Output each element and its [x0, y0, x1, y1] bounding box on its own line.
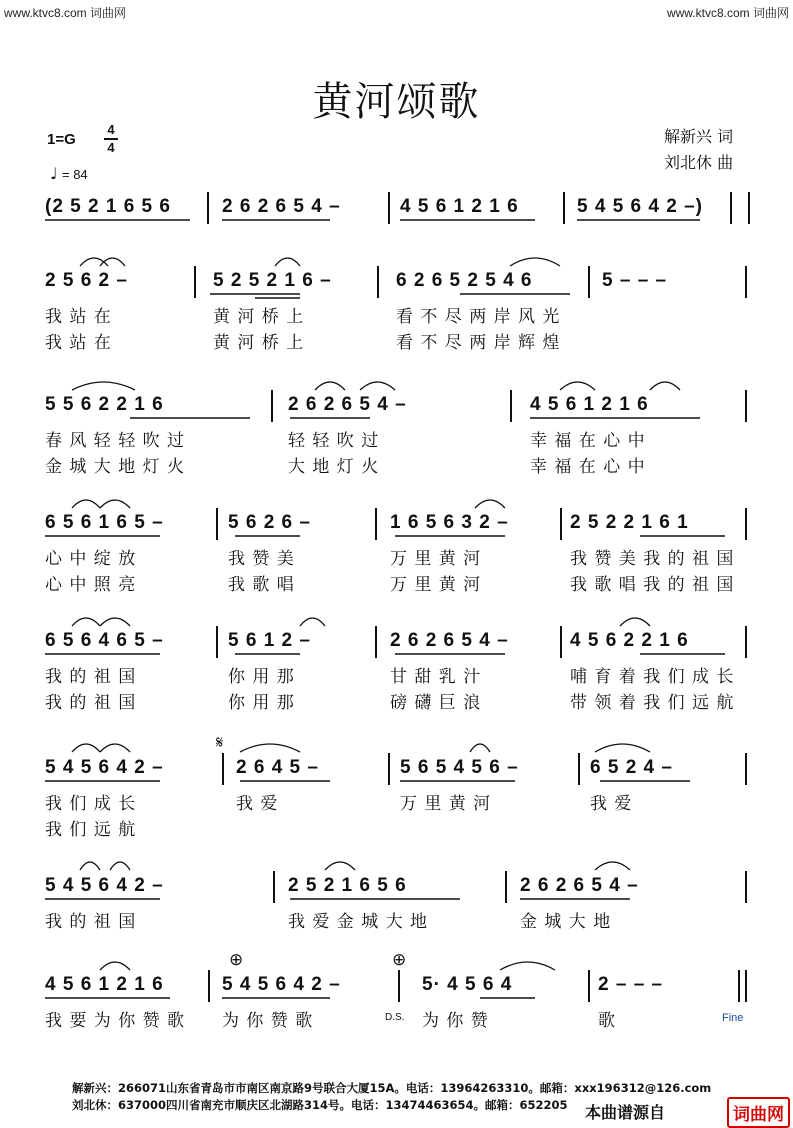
notes-row5-measure2: 5 6 1 2 – [228, 630, 311, 651]
lyrics2-row6-measure1: 我 们 远 航 [45, 820, 137, 840]
lyrics1-row4-measure1: 心 中 绽 放 [45, 549, 137, 569]
site-logo[interactable]: 词曲网 [727, 1097, 790, 1128]
slur-arc [240, 744, 300, 752]
notes-row6-measure4: 6 5 2 4 – [590, 757, 673, 778]
notes-row8-measure2: 5 4 5 6 4 2 – [222, 974, 341, 995]
notes-row6-measure2: 2 6 4 5 – [236, 757, 319, 778]
notes-row6-measure3: 5 6 5 4 5 6 – [400, 757, 519, 778]
lyrics1-row6-measure2: 我 爱 [236, 794, 279, 814]
lyrics1-row8-measure1: 我 要 为 你 赞 歌 [45, 1011, 186, 1031]
lyrics2-row5-measure4: 带 领 着 我 们 远 航 [570, 693, 735, 713]
lyrics2-row5-measure3: 磅 礴 巨 浪 [390, 693, 482, 713]
notes-row6-measure1: 5 4 5 6 4 2 – [45, 757, 164, 778]
lyrics1-row7-measure1: 我 的 祖 国 [45, 912, 137, 932]
lyrics1-row6-measure3: 万 里 黄 河 [400, 794, 492, 814]
slur-arc [72, 618, 100, 626]
slur-arc [110, 862, 130, 870]
slur-arc [300, 618, 325, 626]
notes-row5-measure4: 4 5 6 2 2 1 6 [570, 630, 689, 651]
slur-arc [275, 258, 300, 266]
slur-arc [100, 500, 130, 508]
slur-arc [315, 382, 345, 390]
notes-row4-measure4: 2 5 2 2 1 6 1 [570, 512, 689, 533]
slur-arc [100, 744, 130, 752]
lyrics2-row3-measure2: 大 地 灯 火 [288, 457, 380, 477]
lyrics2-row5-measure2: 你 用 那 [228, 693, 295, 713]
slur-arc [650, 382, 680, 390]
lyrics2-row4-measure2: 我 歌 唱 [228, 575, 295, 595]
slur-arc [360, 382, 395, 390]
tempo-marking: = 84 [62, 167, 88, 182]
lyrics1-row8-measure4: 歌 [598, 1011, 616, 1031]
key-signature: 1=G [47, 131, 76, 148]
slur-arc [510, 258, 560, 266]
notes-row1-measure4: 5 4 5 6 4 2 –) [577, 196, 703, 217]
notes-row4-measure1: 6 5 6 1 6 5 – [45, 512, 164, 533]
lyrics1-row2-measure1: 我 站 在 [45, 307, 112, 327]
lyricist-credit: 解新兴 词 [664, 127, 734, 146]
lyrics1-row2-measure3: 看 不 尽 两 岸 风 光 [396, 307, 561, 327]
notes-row3-measure3: 4 5 6 1 2 1 6 [530, 394, 649, 415]
coda-icon-2: ⊕ [392, 950, 407, 970]
notes-row1-measure3: 4 5 6 1 2 1 6 [400, 196, 519, 217]
notes-row2-measure4: 5 – – – [602, 270, 668, 291]
time-signature-top: 4 [107, 122, 115, 137]
slur-arc [72, 500, 100, 508]
lyrics2-row2-measure1: 我 站 在 [45, 333, 112, 353]
composer-credit: 刘北休 曲 [664, 153, 734, 172]
notes-row8-measure3: 5· 4 5 6 4 [422, 974, 513, 995]
lyrics2-row2-measure3: 看 不 尽 两 岸 辉 煌 [396, 333, 561, 353]
notes-row5-measure1: 6 5 6 4 6 5 – [45, 630, 164, 651]
slur-arc [475, 500, 505, 508]
lyrics1-row5-measure2: 你 用 那 [228, 667, 295, 687]
watermark-left: www.ktvc8.com 词曲网 [4, 6, 127, 20]
lyrics2-row4-measure4: 我 歌 唱 我 的 祖 国 [570, 575, 735, 595]
lyrics1-row4-measure2: 我 赞 美 [228, 549, 295, 569]
slur-arc [100, 962, 130, 970]
source-label: 本曲谱源自 [585, 1103, 666, 1122]
lyrics1-row7-measure3: 金 城 大 地 [520, 912, 612, 932]
lyrics2-row2-measure2: 黄 河 桥 上 [213, 333, 305, 353]
segno-icon: 𝄋 [216, 733, 224, 753]
slur-arc [100, 618, 130, 626]
slur-arc [100, 258, 125, 266]
notes-row2-measure3: 6 2 6 5 2 5 4 6 [396, 270, 533, 291]
slur-arc [500, 962, 555, 970]
lyrics2-row3-measure1: 金 城 大 地 灯 火 [45, 457, 186, 477]
notes-row7-measure3: 2 6 2 6 5 4 – [520, 875, 639, 896]
slur-arc [80, 862, 100, 870]
lyrics1-row8-measure3: 为 你 赞 [422, 1011, 489, 1031]
footer-contact-composer: 刘北休：637000四川省南充市顺庆区北湖路314号。电话：13474463654。邮箱：652205 [72, 1098, 568, 1112]
fine-marking: Fine [722, 1012, 744, 1024]
slur-arc [72, 744, 100, 752]
notes-row4-measure2: 5 6 2 6 – [228, 512, 311, 533]
notes-row3-measure2: 2 6 2 6 5 4 – [288, 394, 407, 415]
lyrics1-row5-measure3: 甘 甜 乳 汁 [390, 667, 482, 687]
watermark-right: www.ktvc8.com 词曲网 [666, 6, 789, 20]
lyrics1-row3-measure3: 幸 福 在 心 中 [530, 431, 646, 451]
lyrics1-row4-measure4: 我 赞 美 我 的 祖 国 [570, 549, 735, 569]
slur-arc [470, 744, 490, 752]
quarter-note-icon: ♩ [50, 164, 58, 183]
slur-arc [620, 618, 650, 626]
lyrics2-row5-measure1: 我 的 祖 国 [45, 693, 137, 713]
notes-row2-measure1: 2 5 6 2 – [45, 270, 128, 291]
lyrics1-row6-measure1: 我 们 成 长 [45, 794, 137, 814]
lyrics1-row3-measure1: 春 风 轻 轻 吹 过 [45, 431, 186, 451]
time-signature-bottom: 4 [107, 140, 115, 155]
notes-row1-measure1: (2 5 2 1 6 5 6 [45, 196, 171, 217]
page-title: 黄河颂歌 [312, 79, 481, 125]
notes-row7-measure2: 2 5 2 1 6 5 6 [288, 875, 407, 896]
coda-icon: ⊕ [229, 950, 244, 970]
lyrics1-row5-measure4: 哺 育 着 我 们 成 长 [570, 667, 735, 687]
lyrics1-row3-measure2: 轻 轻 吹 过 [288, 431, 380, 451]
slur-arc [595, 744, 650, 752]
lyrics2-row4-measure3: 万 里 黄 河 [390, 575, 482, 595]
lyrics1-row5-measure1: 我 的 祖 国 [45, 667, 137, 687]
notes-row4-measure3: 1 6 5 6 3 2 – [390, 512, 509, 533]
lyrics1-row2-measure2: 黄 河 桥 上 [213, 307, 305, 327]
notes-row3-measure1: 5 5 6 2 2 1 6 [45, 394, 164, 415]
lyrics1-row8-measure2: 为 你 赞 歌 [222, 1011, 314, 1031]
lyrics2-row3-measure3: 幸 福 在 心 中 [530, 457, 646, 477]
notes-row7-measure1: 5 4 5 6 4 2 – [45, 875, 164, 896]
notes-row8-measure1: 4 5 6 1 2 1 6 [45, 974, 164, 995]
lyrics1-row6-measure4: 我 爱 [590, 794, 633, 814]
slur-arc [595, 862, 630, 870]
slur-arc [72, 382, 135, 390]
ds-marking: D.S. [385, 1012, 405, 1023]
lyrics1-row7-measure2: 我 爱 金 城 大 地 [288, 912, 429, 932]
notes-row8-measure4: 2 – – – [598, 974, 664, 995]
notes-row1-measure2: 2 6 2 6 5 4 – [222, 196, 341, 217]
slur-arc [560, 382, 595, 390]
notes-row2-measure2: 5 2 5 2 1 6 – [213, 270, 332, 291]
lyrics2-row4-measure1: 心 中 照 亮 [45, 575, 137, 595]
slur-arc [325, 862, 355, 870]
footer-contact-lyricist: 解新兴：266071山东省青岛市市南区南京路9号联合大厦15A。电话：13964263310。邮箱：xxx196312@126.com [72, 1081, 712, 1095]
notes-row5-measure3: 2 6 2 6 5 4 – [390, 630, 509, 651]
lyrics1-row4-measure3: 万 里 黄 河 [390, 549, 482, 569]
